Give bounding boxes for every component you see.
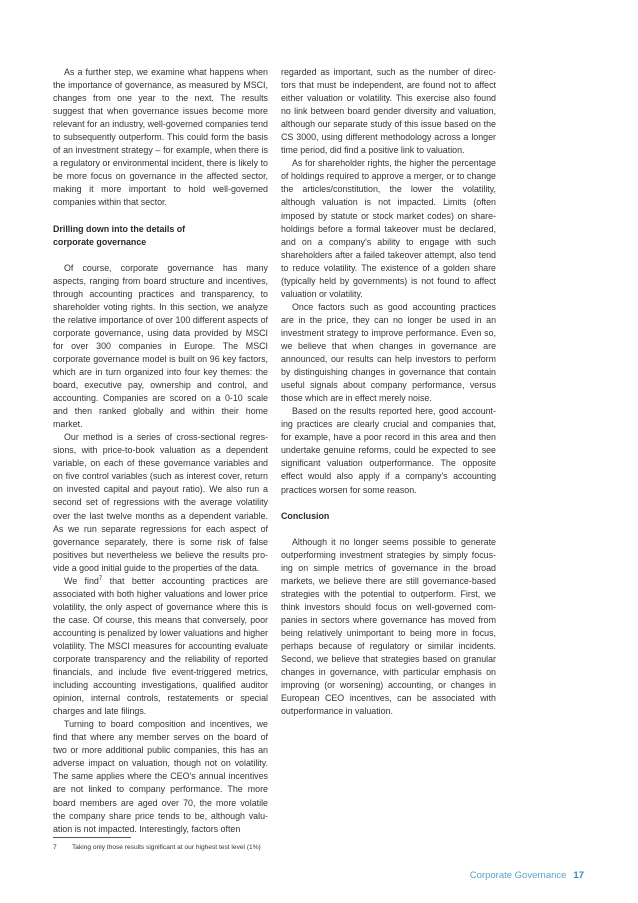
right-paragraph-2: As for shareholder rights, the higher the percentage of holdings required to approve a merger, or to change the articles/constitution, the lower the volatility, although valuation is not impacted. Limits (often imposed by statute or stock market codes) on shareholdings before a formal takeover must be declared, and on a company's ability to engage with such shareholders after a failed takeover attempt, also tend to reduce volatility. The existence of a golden share (typically held by governments) is not found to affect valuation or volatility. — [281, 158, 496, 299]
left-paragraph-1: As a further step, we examine what happens when the importance of governance, as measured by MSCI, changes from one year to the next. The results suggest that when governance issues become more relevant for an industry, well-governed companies tend to subsequently outperform. This could form the basis of an investment strategy – for example, when there is a regulatory or environmental incident, there is likely to be more focus on governance in the affected sector, making it more important to hold well-governed companies within that sector. — [53, 67, 268, 208]
left-paragraph-3: Our method is a series of cross-sectional regressions, with price-to-book valuation as a dependent variable, on each of these governance variables and on five control variables (such as interest cover, return on invested capital and payout ratio). We also run a second set of regressions with the average volatility over the last twelve months as a dependent variable. As we run separate regressions for each aspect of governance separately, there is some risk of false positives but nevertheless we believe the results provide a good initial guide to the properties of the data. — [53, 432, 268, 573]
left-paragraph-5: Turning to board composition and incentives, we find that where any member serves on the board of two or more additional public companies, this has an adverse impact on valuation, though not on volatility. The same applies where the CEO's annual incentives are not linked to company performance. The more board members are aged over 70, the more volatile the company share price tends to be, although valuation is not impacted. Interestingly, factors often — [53, 719, 268, 834]
footnote-reference[interactable]: 7 — [98, 575, 103, 582]
page-number: 17 — [573, 870, 584, 881]
right-paragraph-3: Once factors such as good accounting practices are in the price, they can no longer be used in an investment strategy to improve performance. Even so, we believe that when changes in governance are announced, our results can help investors to perform by distinguishing changes in governance that contain useful signals about company performance, versus those which are in effect merely noise. — [281, 301, 496, 404]
footnote-text: Taking only those results significant at our highest test level (1%) — [72, 844, 261, 851]
footnote-divider — [53, 837, 131, 838]
right-paragraph-1: regarded as important, such as the number of directors that must be independent, are found not to affect either valuation or volatility. This exercise also found no link between board gender diversity and valuation, although our separate study of this issue based on the CS 3000, using different methodology across a longer time period, did find a positive link to valuation. — [281, 67, 496, 156]
left-paragraph-4 — [53, 575, 268, 719]
left-paragraph-4-start: We find — [64, 575, 99, 586]
section-heading-line-1: Drilling down into the details of — [53, 223, 186, 234]
right-paragraph-5: Although it no longer seems possible to generate outperforming investment strategies by simply focusing on simple metrics of governance in the broad markets, we believe there are still governance-based strategies with the potential to outperform. First, we think investors should focus on well-governed companies in sectors where governance has moved from being relatively unimportant to being more in focus, perhaps because of regulatory or similar incidents. Second, we believe that strategies based on granular changes in governance, with particular emphasis on improving (or worsening) accounting, or changes in European CEO incentives, can be associated with outperformance in valuation. — [281, 536, 496, 717]
section-heading-conclusion: Conclusion — [281, 510, 330, 521]
left-paragraph-2: Of course, corporate governance has many aspects, ranging from board structure and incentives, through accounting practices and transparency, to shareholder voting rights. In this section, we analyze the relative importance of over 100 different aspects of corporate governance, using data provided by MSCI for over 300 companies in Europe. The MSCI corporate governance model is built on 96 key factors, which are in turn organized into four key themes: the board, executive pay, ownership and control, and accounting. Companies are scored on a 0-10 scale and then ranked globally and within their home market. — [53, 262, 268, 430]
right-column — [281, 66, 496, 718]
section-heading-drilling-down — [53, 223, 268, 249]
section-heading-line-2: corporate governance — [53, 236, 147, 247]
right-paragraph-4: Based on the results reported here, good accounting practices are clearly crucial and companies that, for example, have a poor record in this area and then undertake genuine reforms, could be expected to see significant valuation outperformance. The opposite effect would also apply if a company's accounting practices worsen for some reason. — [281, 406, 496, 495]
footnote-number: 7 — [53, 844, 57, 851]
left-column — [53, 66, 268, 836]
left-paragraph-4-rest: that better accounting practices are associated with both higher valuations and lower price volatility, the only aspect of governance where this is the case. Of course, this means that conversely, poor accounting is penalized by lower valuations and higher volatility. The MSCI measures for accounting evaluate corporate transparency and the reliability of reported financials, and include five event-triggered metrics, including accounting investigations, qualified auditor opinion, internal controls, restatements or special charges and late filings. — [53, 575, 268, 717]
page-footer — [470, 870, 584, 881]
footnote — [53, 843, 313, 852]
footer-section-title: Corporate Governance — [469, 870, 567, 881]
